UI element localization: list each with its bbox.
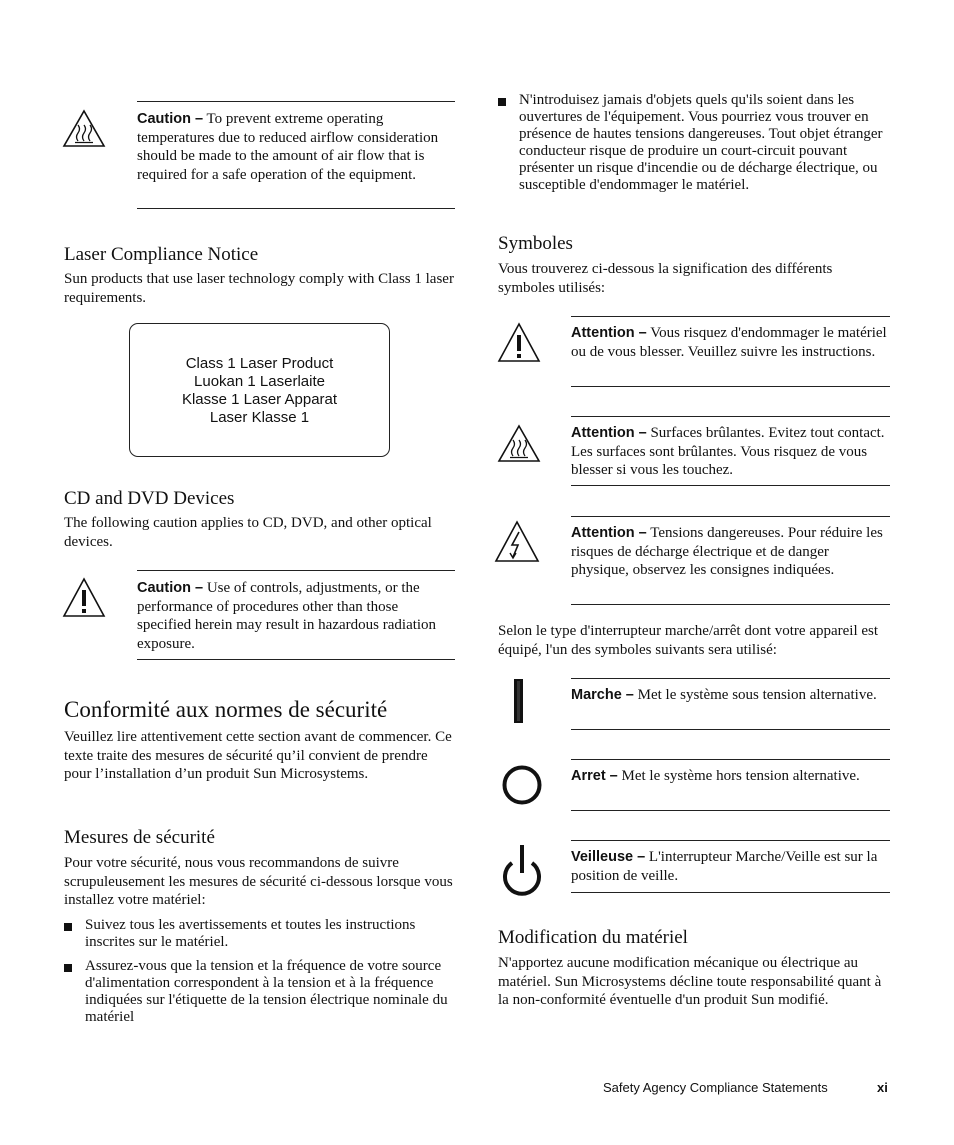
- safety-measures-list: [64, 917, 455, 1026]
- veilleuse-text: L'interrupteur Marche/Veille est sur la position de veille.: [571, 849, 878, 884]
- warning-exclamation-icon: [62, 577, 106, 619]
- attention-label: Attention –: [571, 425, 647, 441]
- caution-heat-notice: [137, 101, 455, 209]
- footer-title: Safety Agency Compliance Statements: [603, 1080, 828, 1095]
- caution-label: Caution –: [137, 580, 204, 596]
- hot-surface-warning-icon: [497, 424, 541, 464]
- caution-text: Use of controls, adjustments, or the performance of procedures other than those specified herein may result in hazardous radiation exposure.: [137, 580, 437, 652]
- attention-label: Attention –: [571, 525, 647, 541]
- modification-heading: Modification du matériel: [498, 927, 688, 948]
- cd-dvd-text: The following caution applies to CD, DVD, and other optical devices.: [64, 515, 432, 550]
- veilleuse-label: Veilleuse –: [571, 849, 646, 865]
- page-number: xi: [877, 1080, 888, 1095]
- arret-notice: [571, 759, 890, 811]
- laser-box-line: Laser Klasse 1: [209, 409, 310, 426]
- list-item: Assurez-vous que la tension et la fréquence de votre source d'alimentation correspondent à la tension et à la fréquence indiquées sur l'étiquette de la tension électrique nominale du matériel: [64, 958, 455, 1026]
- laser-box-line: Klasse 1 Laser Apparat: [181, 391, 338, 408]
- cd-dvd-heading: CD and DVD Devices: [64, 488, 235, 509]
- symboles-heading: Symboles: [498, 233, 573, 254]
- attention-general-notice: [571, 316, 890, 387]
- electrical-hazard-icon: [494, 520, 540, 564]
- caution-text: To prevent extreme operating temperatures due to reduced airflow consideration should be made to the amount of air flow that is required for a safe operation of the equipment.: [137, 111, 439, 183]
- mesures-heading: Mesures de sécurité: [64, 827, 215, 848]
- warning-exclamation-icon: [497, 322, 541, 364]
- power-off-icon: [501, 764, 543, 806]
- caution-laser-notice: [137, 570, 455, 660]
- laser-class-label-box: [129, 323, 390, 457]
- attention-text: Tensions dangereuses. Pour réduire les risques de décharge électrique et de danger physique, observez les consignes indiquées.: [571, 525, 883, 578]
- laser-box-line: Luokan 1 Laserlaite: [194, 373, 325, 390]
- marche-label: Marche –: [571, 687, 634, 703]
- list-item: N'introduisez jamais d'objets quels qu'ils soient dans les ouvertures de l'équipement. Vous pourriez vous trouver en présence de hautes tensions dangereuses. Tout objet étranger conducteur risque de produire un court-circuit pouvant présenter un risque d'incendie ou de décharge électrique, ou susceptible d'endommager le matériel.: [498, 92, 890, 194]
- veilleuse-notice: [571, 840, 890, 893]
- caution-label: Caution –: [137, 111, 204, 127]
- conformite-text: Veuillez lire attentivement cette section avant de commencer. Ce texte traite des mesures de sécurité qu’il convient de prendre pour l’installation d’un produit Sun Microsystems.: [64, 729, 452, 782]
- switch-intro-text: Selon le type d'interrupteur marche/arrêt dont votre appareil est équipé, l'un des symboles suivants sera utilisé:: [498, 623, 879, 658]
- power-on-icon: [512, 678, 526, 724]
- marche-text: Met le système sous tension alternative.: [637, 687, 877, 703]
- hot-surface-warning-icon: [62, 109, 106, 149]
- laser-compliance-heading: Laser Compliance Notice: [64, 244, 259, 265]
- arret-text: Met le système hors tension alternative.: [621, 768, 860, 784]
- mesures-text: Pour votre sécurité, nous vous recommandons de suivre scrupuleusement les mesures de sécurité ci-dessous lorsque vous installez votre matériel:: [64, 855, 453, 908]
- attention-label: Attention –: [571, 325, 647, 341]
- attention-text: Vous risquez d'endommager le matériel ou de vous blesser. Veuillez suivre les instructions.: [571, 325, 887, 360]
- attention-voltage-notice: [571, 516, 890, 605]
- conformite-title: Conformité aux normes de sécurité: [64, 697, 388, 722]
- laser-compliance-text: Sun products that use laser technology comply with Class 1 laser requirements.: [64, 271, 454, 306]
- modification-text: N'apportez aucune modification mécanique ou électrique au matériel. Sun Microsystems décline toute responsabilité quant à la non-conformité éventuelle d'un produit Sun modifié.: [498, 955, 882, 1008]
- standby-power-icon: [501, 843, 543, 897]
- arret-label: Arret –: [571, 768, 618, 784]
- attention-hot-notice: [571, 416, 890, 486]
- attention-text: Surfaces brûlantes. Evitez tout contact. Les surfaces sont brûlantes. Vous risquez de vous blesser si vous les touchez.: [571, 425, 885, 478]
- marche-notice: [571, 678, 890, 730]
- laser-box-line: Class 1 Laser Product: [185, 355, 334, 372]
- list-item: Suivez tous les avertissements et toutes les instructions inscrites sur le matériel.: [64, 917, 455, 951]
- symboles-text: Vous trouverez ci-dessous la signification des différents symboles utilisés:: [498, 261, 833, 296]
- objects-warning-list: [498, 92, 890, 194]
